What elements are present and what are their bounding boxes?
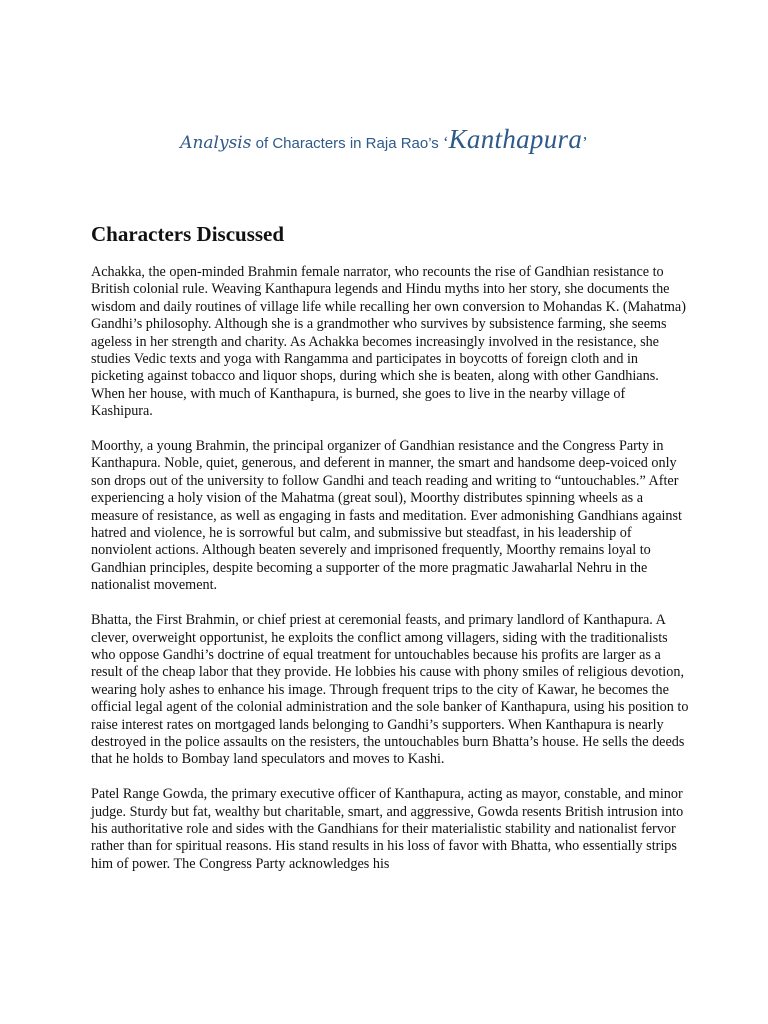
paragraph-patel-range-gowda: Patel Range Gowda, the primary executive officer of Kanthapura, acting as mayor, constable, and minor judge. Sturdy but fat, wealthy but charitable, smart, and aggressive, Gowda resents British intrusion into his authoritative role and sides with the Gandhians for their materialistic stability and nationalist fervor rather than for spiritual reasons. His stand results in his loss of favor with Bhatta, who essentially strips him of power. The Congress Party acknowledges his (91, 786, 684, 872)
title-analysis: Analysis (180, 133, 252, 153)
paragraph-achakka: Achakka, the open-minded Brahmin female narrator, who recounts the rise of Gandhian resistance to British colonial rule. Weaving Kanthapura legends and Hindu myths into her story, she documents the wisdom and daily routines of village life while recalling her own conversion to Mohandas K. (Mahatma) Gandhi’s philosophy. Although she is a grandmother who survives by subsistence farming, she seems ageless in her strength and charity. As Achakka becomes increasingly involved in the resistance, she studies Vedic texts and yoga with Rangamma and participates in boycotts of foreign cloth and in picketing against tobacco and liquor shops, during which she is beaten, along with other Gandhians. When her house, with much of Kanthapura, is burned, she goes to live in the nearby village of Kashipura. (91, 264, 686, 420)
paragraph-bhatta: Bhatta, the First Brahmin, or chief priest at ceremonial feasts, and primary landlord of Kanthapura. A clever, overweight opportunist, he exploits the conflict among villagers, siding with the traditionalists who oppose Gandhi’s doctrine of equal treatment for untouchables because his profits are larger as a result of the cheap labor that they provide. He lobbies his cause with phony smiles of religious devotion, wearing holy ashes to enhance his image. Through frequent trips to the city of Kawar, he becomes the official legal agent of the colonial administration and the sole banker of Kanthapura, using his position to raise interest rates on mortgaged lands belonging to Gandhi’s supporters. When Kanthapura is nearly destroyed in the police assaults on the resisters, the untouchables burn Bhatta’s house. He sells the deeds that he holds to Bombay land speculators and moves to Kashi. (91, 612, 689, 768)
paragraph-moorthy: Moorthy, a young Brahmin, the principal organizer of Gandhian resistance and the Congress Party in Kanthapura. Noble, quiet, generous, and deferent in manner, the smart and handsome deep-voiced only son drops out of the university to follow Gandhi and teach reading and writing to “untouchables.” After experiencing a holy vision of the Mahatma (great soul), Moorthy distributes spinning wheels as a measure of resistance, as well as engaging in fasts and meditation. Ever admonishing Gandhians against hatred and violence, he is sorrowful but calm, and submissive but steadfast, in his leadership of nonviolent actions. Although beaten severely and imprisoned frequently, Moorthy remains loyal to Gandhian principles, despite becoming a supporter of the more pragmatic Jawaharlal Nehru in the nationalist movement. (91, 438, 682, 594)
document-body (91, 264, 689, 891)
title-open-quote: ‘ (442, 133, 449, 152)
title-close-quote: ’ (582, 133, 588, 152)
section-heading: Characters Discussed (91, 222, 285, 246)
document-title (0, 124, 768, 155)
title-middle: of Characters in Raja Rao’s (251, 135, 443, 152)
title-book-name: Kanthapura (448, 124, 583, 154)
